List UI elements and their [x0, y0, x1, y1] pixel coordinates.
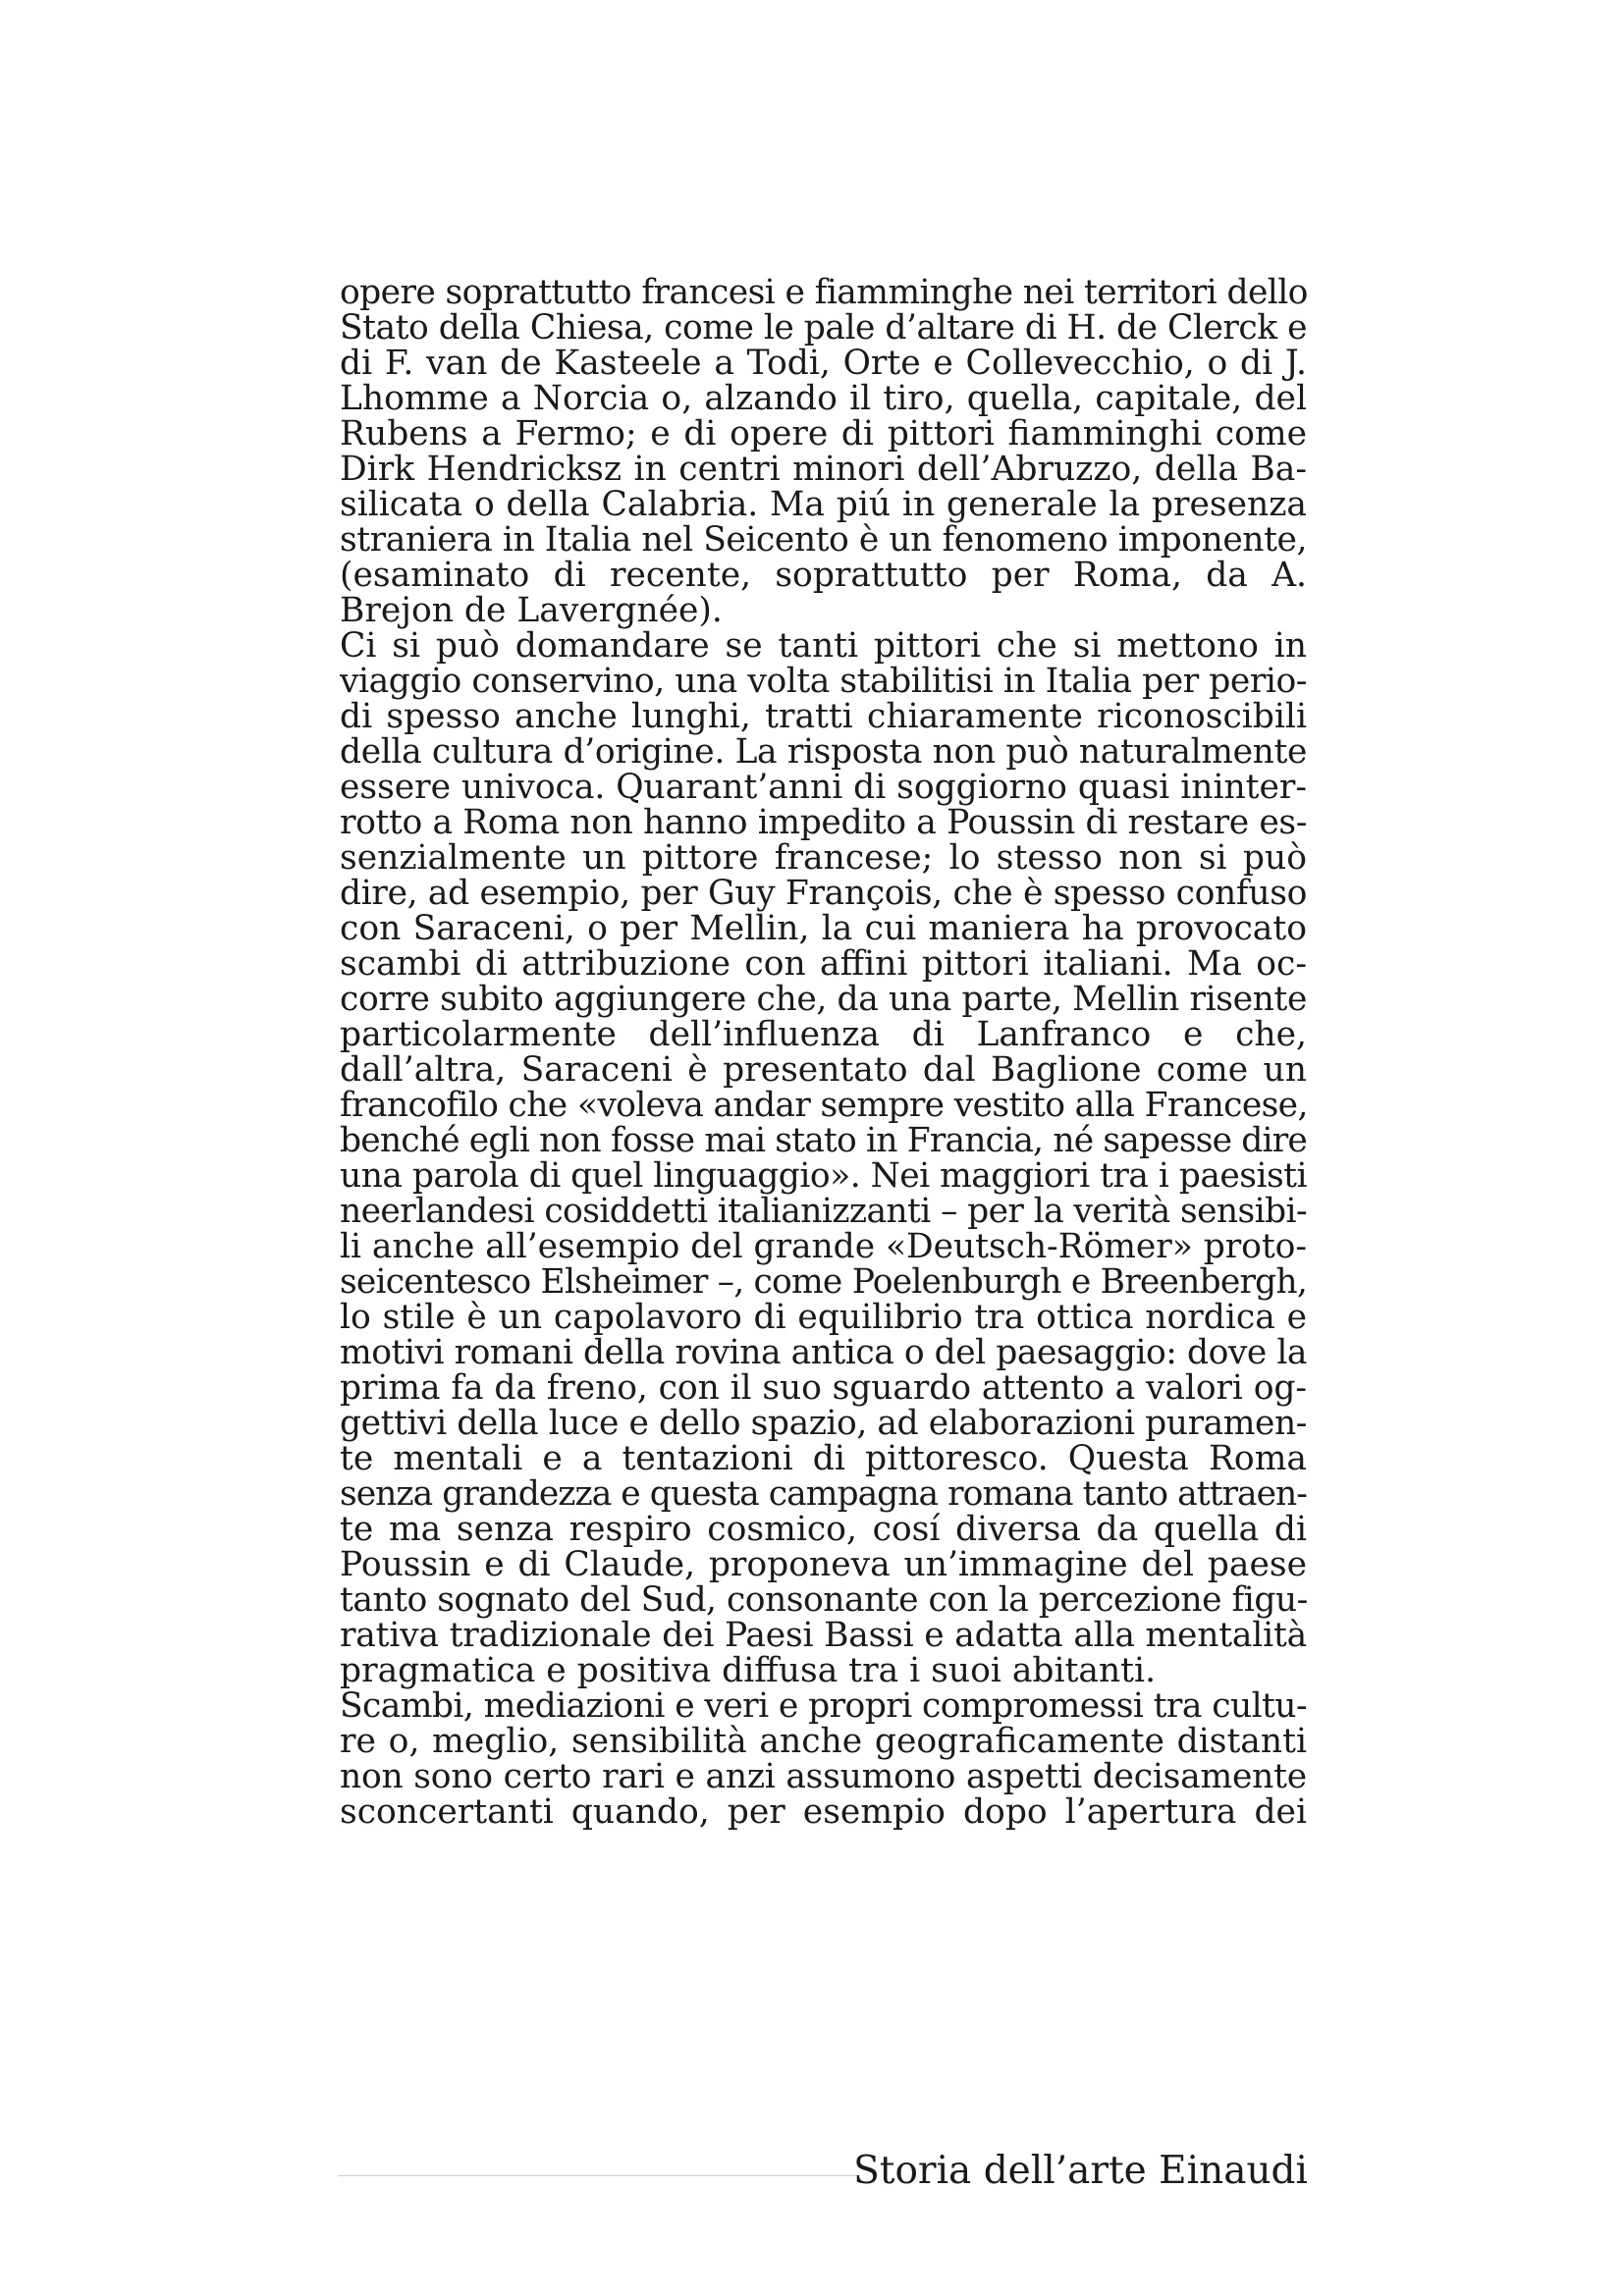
text-line: particolarmente dell’influenza di Lanfranco e che,: [340, 1015, 1307, 1054]
body-text: [340, 275, 1307, 1830]
text-line: benché egli non fosse mai stato in Francia, né sapesse dire: [340, 1121, 1308, 1160]
text-line: Ci si può domandare se tanti pittori che si mettono in: [340, 626, 1307, 666]
text-line: una parola di quel linguaggio». Nei maggiori tra i paesisti: [340, 1156, 1308, 1196]
text-line: pragmatica e positiva diffusa tra i suoi abitanti.: [340, 1651, 1157, 1690]
text-line: senzialmente un pittore francese; lo stesso non si può: [340, 838, 1307, 878]
text-line: seicentesco Elsheimer –, come Poelenburgh e Breenbergh,: [340, 1262, 1308, 1302]
page-footer: [338, 2142, 1308, 2201]
text-line: di F. van de Kasteele a Todi, Orte e Collevecchio, o di J.: [340, 344, 1307, 383]
text-line: non sono certo rari e anzi assumono aspetti decisamente: [340, 1757, 1307, 1796]
text-line: neerlandesi cosiddetti italianizzanti – per la verità sensibi-: [340, 1192, 1308, 1231]
text-line: gettivi della luce e dello spazio, ad elaborazioni puramen-: [340, 1404, 1308, 1443]
text-line: Scambi, mediazioni e veri e propri compromessi tra cultu-: [340, 1686, 1308, 1726]
text-line: della cultura d’origine. La risposta non può naturalmente: [340, 732, 1308, 772]
text-line: tanto sognato del Sud, consonante con la percezione figu-: [340, 1580, 1308, 1620]
text-line: dire, ad esempio, per Guy François, che è spesso confuso: [340, 874, 1308, 913]
text-line: te ma senza respiro cosmico, cosí diversa da quella di: [340, 1510, 1307, 1549]
text-line: te mentali e a tentazioni di pittoresco. Questa Roma: [340, 1439, 1307, 1478]
text-line: lo stile è un capolavoro di equilibrio tra ottica nordica e: [340, 1298, 1307, 1337]
text-line: di spesso anche lunghi, tratti chiaramente riconoscibili: [340, 697, 1307, 736]
text-line: scambi di attribuzione con affini pittori italiani. Ma oc-: [340, 944, 1307, 984]
text-line: Lhomme a Norcia o, alzando il tiro, quella, capitale, del: [340, 379, 1307, 418]
text-line: prima fa da freno, con il suo sguardo attento a valori og-: [340, 1368, 1307, 1408]
text-line: (esaminato di recente, soprattutto per Roma, da A.: [340, 556, 1307, 595]
text-line: francofilo che «voleva andar sempre vestito alla Francese,: [340, 1086, 1308, 1125]
text-line: dall’altra, Saraceni è presentato dal Baglione come un: [340, 1050, 1307, 1090]
text-line: sconcertanti quando, per esempio dopo l’apertura dei: [340, 1792, 1307, 1832]
text-line: Brejon de Lavergnée).: [340, 591, 723, 630]
text-line: li anche all’esempio del grande «Deutsch-Römer» proto-: [340, 1227, 1307, 1266]
text-line: straniera in Italia nel Seicento è un fenomeno imponente,: [340, 520, 1308, 560]
text-line: essere univoca. Quarant’anni di soggiorno quasi ininter-: [340, 768, 1307, 807]
text-line: Stato della Chiesa, come le pale d’altare di H. de Clerck e: [340, 308, 1308, 347]
footer-title: Storia dell’arte Einaudi: [853, 2149, 1308, 2193]
text-line: opere soprattutto francesi e fiamminghe nei territori dello: [340, 273, 1308, 312]
footer-rule: [338, 2175, 860, 2176]
text-line: silicata o della Calabria. Ma piú in generale la presenza: [340, 485, 1307, 524]
text-line: senza grandezza e questa campagna romana tanto attraen-: [340, 1474, 1307, 1514]
text-line: re o, meglio, sensibilità anche geograficamente distanti: [340, 1722, 1307, 1761]
text-line: motivi romani della rovina antica o del paesaggio: dove la: [340, 1333, 1307, 1372]
text-line: Poussin e di Claude, proponeva un’immagine del paese: [340, 1545, 1307, 1584]
text-line: Rubens a Fermo; e di opere di pittori fiamminghi come: [340, 414, 1307, 454]
text-line: rotto a Roma non hanno impedito a Poussin di restare es-: [340, 803, 1307, 842]
text-line: Dirk Hendricksz in centri minori dell’Abruzzo, della Ba-: [340, 450, 1307, 489]
text-line: viaggio conservino, una volta stabilitisi in Italia per perio-: [340, 662, 1307, 701]
text-line: con Saraceni, o per Mellin, la cui maniera ha provocato: [340, 909, 1307, 948]
text-line: rativa tradizionale dei Paesi Bassi e adatta alla mentalità: [340, 1616, 1307, 1655]
text-line: corre subito aggiungere che, da una parte, Mellin risente: [340, 980, 1307, 1019]
